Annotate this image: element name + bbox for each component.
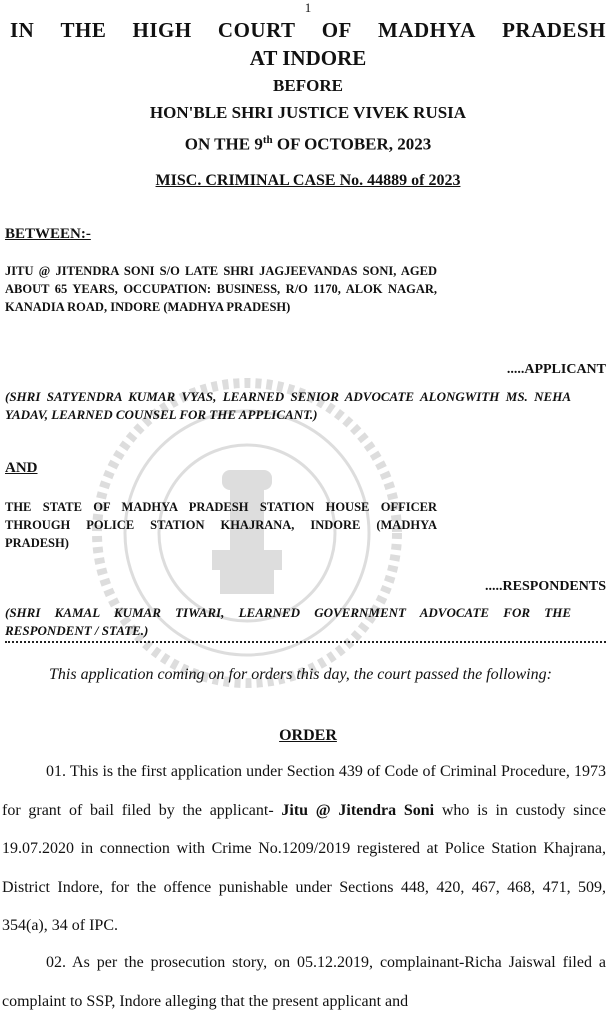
court-word: PRADESH bbox=[502, 18, 606, 42]
respondent-details: THE STATE OF MADHYA PRADESH STATION HOUSE OFFICER THROUGH POLICE STATION KHAJRANA, INDORE (MADHYA PRADESH) bbox=[5, 500, 437, 550]
order-date bbox=[0, 134, 616, 155]
court-word: HIGH bbox=[132, 18, 192, 42]
date-prefix: ON THE 9 bbox=[184, 134, 263, 154]
court-location: AT INDORE bbox=[249, 46, 367, 70]
justice-name: HON'BLE SHRI JUSTICE VIVEK RUSIA bbox=[149, 103, 467, 122]
applicant-counsel: (SHRI SATYENDRA KUMAR VYAS, LEARNED SENIOR ADVOCATE ALONGWITH MS. NEHA YADAV, LEARNED COUNSEL FOR THE APPLICANT.) bbox=[5, 389, 571, 422]
before-label: BEFORE bbox=[273, 76, 343, 95]
court-word: MADHYA bbox=[378, 18, 476, 42]
and-heading: AND bbox=[5, 460, 38, 476]
applicant-details: JITU @ JITENDRA SONI S/O LATE SHRI JAGJEEVANDAS SONI, AGED ABOUT 65 YEARS, OCCUPATION: BUSINESS, R/O 1170, ALOK NAGAR, KANADIA ROAD, INDORE (MADHYA PRADESH) bbox=[5, 264, 437, 314]
paragraph-02: 02. As per the prosecution story, on 05.12.2019, complainant-Richa Jaiswal filed a complaint to SSP, Indore alleging that the present applicant and bbox=[2, 954, 606, 1010]
intro-text: This application coming on for orders this day, the court passed the following: bbox=[49, 666, 552, 683]
page-number: 1 bbox=[304, 0, 312, 15]
para1-text-b: who is in custody since 19.07.2020 in connection with Crime No.1209/2019 registered at Police Station Khajrana, District Indore, for the offence punishable under Sections 448, 420, 467, 468, 471, 509, 354(a), 34 of IPC. bbox=[2, 801, 606, 934]
order-heading: ORDER bbox=[279, 727, 337, 744]
para1-text-a: 01. This is the first application under Section 439 of Code of Criminal Procedure, 1973 for grant of bail filed by the applicant- bbox=[2, 763, 606, 819]
paragraph-01 bbox=[2, 753, 606, 946]
respondent-role: .....RESPONDENTS bbox=[485, 579, 606, 594]
court-word: IN bbox=[10, 18, 35, 42]
court-word: THE bbox=[60, 18, 107, 42]
respondent-counsel: (SHRI KAMAL KUMAR TIWARI, LEARNED GOVERNMENT ADVOCATE FOR THE RESPONDENT / STATE.) bbox=[5, 605, 571, 638]
date-suffix: OF OCTOBER, 2023 bbox=[272, 134, 432, 154]
court-word: OF bbox=[321, 18, 352, 42]
court-name-line bbox=[10, 18, 606, 43]
court-word: COURT bbox=[217, 18, 296, 42]
between-heading: BETWEEN:- bbox=[5, 226, 91, 242]
applicant-name: Jitu @ Jitendra Soni bbox=[281, 801, 435, 819]
case-title: MISC. CRIMINAL CASE No. 44889 of 2023 bbox=[155, 172, 461, 189]
date-ordinal: th bbox=[262, 134, 273, 146]
applicant-role: .....APPLICANT bbox=[506, 362, 606, 377]
dotted-divider bbox=[5, 641, 606, 643]
